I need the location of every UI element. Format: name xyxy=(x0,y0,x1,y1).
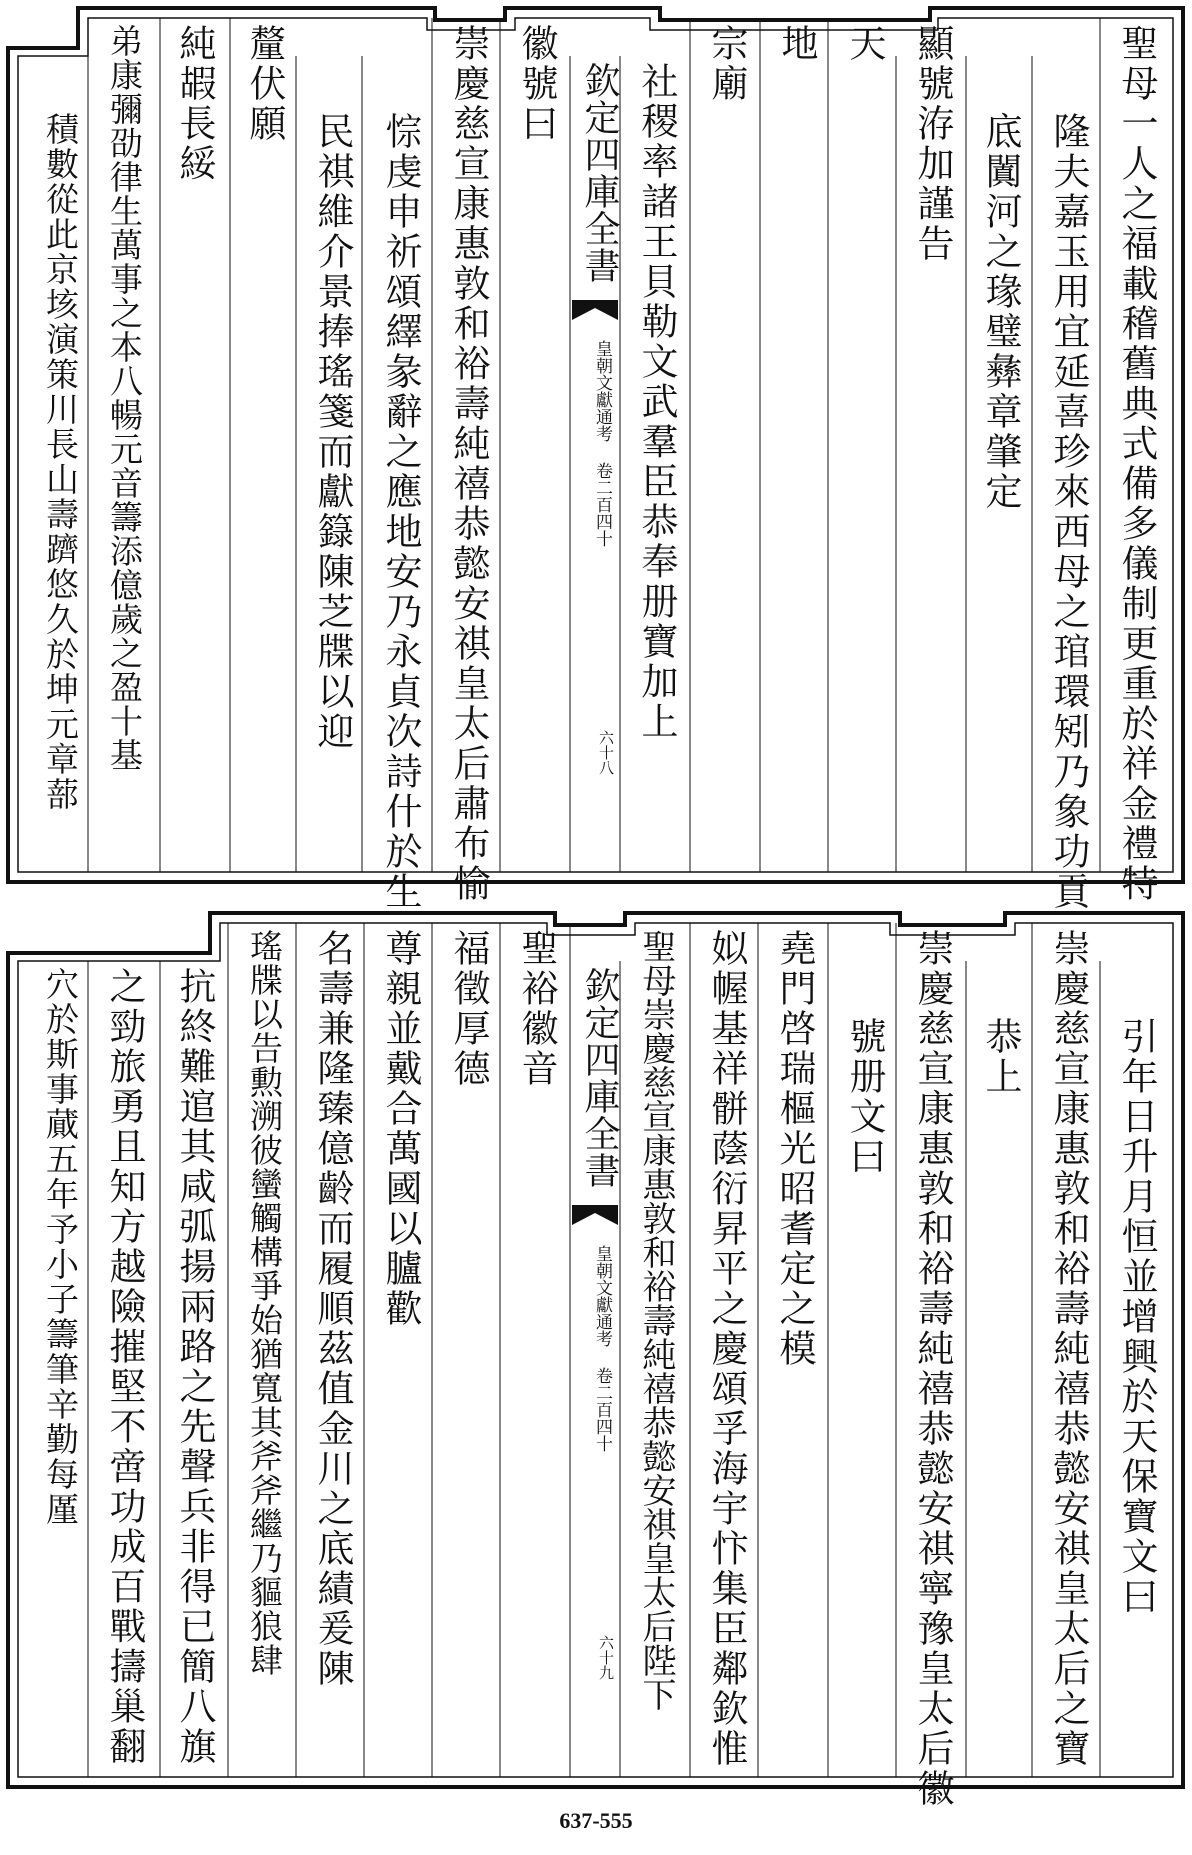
text-column: 聖裕徽音 xyxy=(515,929,558,1089)
upper-half-page xyxy=(0,0,1192,912)
text-column: 尊親並戴合萬國以臚歡 xyxy=(379,929,422,1329)
text-column: 聖母一人之福載稽舊典式備多儀制更重於祥金禮特 xyxy=(1115,24,1158,904)
text-column: 社稷率諸王貝勒文武羣臣恭奉册寶加上 xyxy=(635,62,678,742)
text-column: 弟康彌劭律生萬事之本八暢元音籌添億歲之盈十基 xyxy=(105,24,144,772)
page-number: 637-555 xyxy=(559,1808,633,1833)
text-column: 堯門啓瑞樞光昭耆定之模 xyxy=(773,929,816,1369)
text-column: 底闐河之瑑璧彝章肇定 xyxy=(979,112,1022,512)
text-column: 崇慶慈宣康惠敦和裕壽純禧恭懿安祺皇太后肅布愉 xyxy=(447,24,490,904)
lower-half-page xyxy=(0,905,1192,1809)
text-column: 抗終難逭其咸弧揚兩路之先聲兵非得已簡八旗 xyxy=(173,967,216,1767)
gutter-source: 皇朝文獻通考 卷二百四十 xyxy=(592,340,612,547)
text-column: 地 xyxy=(775,24,818,64)
text-column: 積數從此京垓演策川長山壽躋悠久於坤元章蔀 xyxy=(41,112,80,812)
text-column: 徽號曰 xyxy=(515,24,558,144)
gutter-leaf: 六十八 xyxy=(597,730,615,775)
text-column: 釐伏願 xyxy=(243,24,286,144)
text-column: 姒幄基祥骿蔭衍昇平之慶頌孚海宇忭集臣鄰欽惟 xyxy=(705,929,748,1769)
book-title: 欽定四庫全書 xyxy=(579,967,620,1189)
text-column: 瑤牒以告勲溯彼蠻觸構爭始猶寬其斧斧繼乃貙狼肆 xyxy=(245,929,284,1677)
text-column: 引年日升月恒並增興於天保寶文曰 xyxy=(1115,1017,1158,1617)
text-column: 純嘏長綏 xyxy=(173,24,216,184)
text-column: 顯號洊加謹告 xyxy=(911,24,954,264)
text-column: 崇慶慈宣康惠敦和裕壽純禧恭懿安祺寧豫皇太后徽 xyxy=(911,929,954,1809)
text-column: 福徵厚德 xyxy=(447,929,490,1089)
text-column: 之勁旅勇且知方越險摧堅不啻功成百戰擣巢翻 xyxy=(103,967,146,1767)
text-column: 宗廟 xyxy=(705,24,748,104)
gutter-leaf: 六十九 xyxy=(597,1635,615,1680)
text-column: 悰虔申祈頌繹彖辭之應地安乃永貞次詩什於生 xyxy=(379,112,422,912)
text-column: 隆夫嘉玉用宜延喜珍來西母之琯環矧乃象功貢 xyxy=(1047,112,1090,912)
text-column: 崇慶慈宣康惠敦和裕壽純禧恭懿安祺皇太后之寶 xyxy=(1047,929,1090,1769)
text-column: 天 xyxy=(843,24,886,64)
text-column: 號册文曰 xyxy=(843,1017,886,1177)
text-column: 聖母崇慶慈宣康惠敦和裕壽純禧恭懿安祺皇太后陛下 xyxy=(636,929,676,1711)
book-title: 欽定四庫全書 xyxy=(579,62,620,284)
text-column: 恭上 xyxy=(979,1017,1022,1097)
text-column: 穴於斯事蕆五年予小子籌筆辛勤每厪 xyxy=(41,967,80,1527)
text-column: 名壽兼隆臻億齡而履順茲值金川之底績爰陳 xyxy=(311,929,354,1689)
text-column: 民祺維介景捧瑤箋而獻籙陳芝牒以迎 xyxy=(311,112,354,752)
gutter-source: 皇朝文獻通考 卷二百四十 xyxy=(592,1245,612,1452)
